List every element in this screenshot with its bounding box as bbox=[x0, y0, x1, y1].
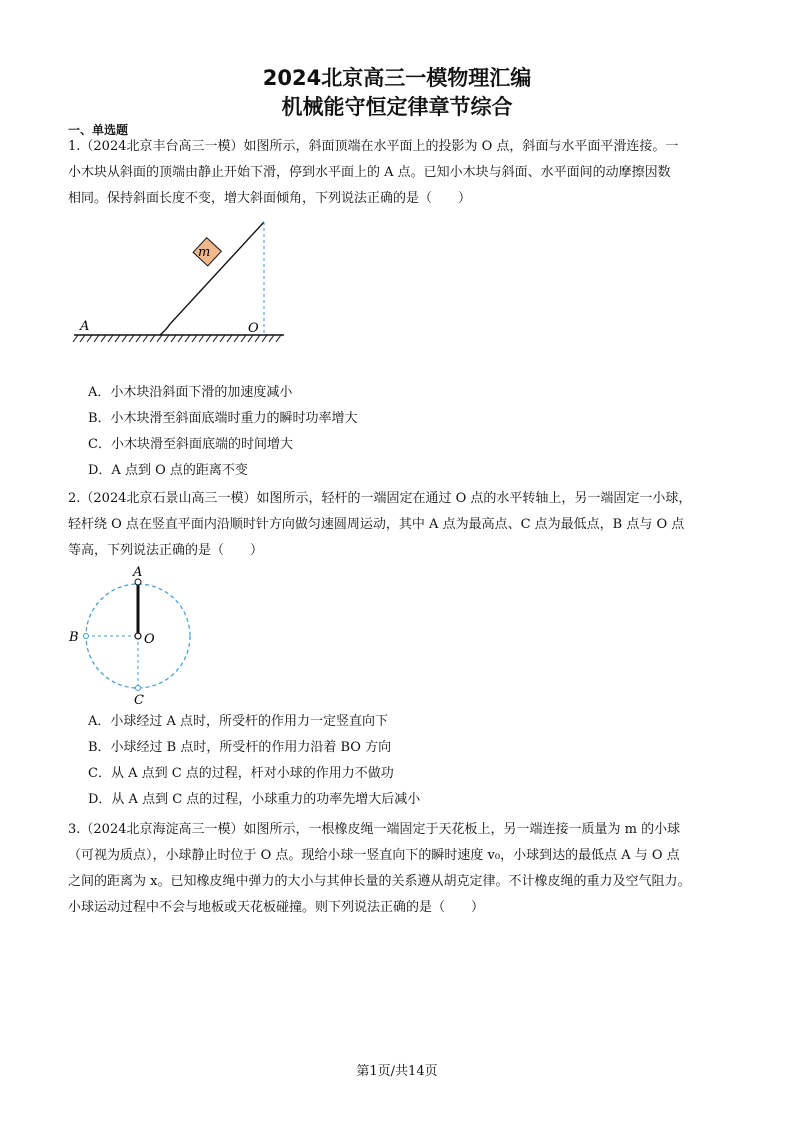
q2-option-a[interactable]: A．小球经过 A 点时，所受杆的作用力一定竖直向下 bbox=[88, 714, 389, 729]
q2-line-3: 等高，下列说法正确的是（ ） bbox=[68, 543, 264, 558]
q1-line-1: 1.（2024北京丰台高三一模）如图所示，斜面顶端在水平面上的投影为 O 点，斜面与水平面平滑连接。一 bbox=[68, 139, 679, 154]
page-footer: 第1页/共14页 bbox=[356, 1064, 438, 1079]
label-O: O bbox=[248, 321, 259, 336]
label-A: A bbox=[80, 319, 90, 334]
label-O: O bbox=[144, 632, 155, 647]
circle-motion-figure bbox=[66, 566, 206, 706]
point-B bbox=[84, 634, 89, 639]
label-m: m bbox=[198, 245, 211, 260]
incline-slope bbox=[160, 222, 264, 335]
incline-figure bbox=[70, 212, 300, 352]
q2-line-1: 2.（2024北京石景山高三一模）如图所示，轻杆的一端固定在通过 O 点的水平转轴上，另一端固定一小球， bbox=[68, 491, 692, 506]
q2-option-c[interactable]: C．从 A 点到 C 点的过程，杆对小球的作用力不做功 bbox=[88, 766, 394, 781]
q3-line-1: 3.（2024北京海淀高三一模）如图所示，一根橡皮绳一端固定于天花板上，另一端连接一质量为 m 的小球 bbox=[68, 822, 681, 837]
point-C bbox=[136, 686, 141, 691]
q1-option-b[interactable]: B．小木块滑至斜面底端时重力的瞬时功率增大 bbox=[88, 411, 358, 426]
q2-line-2: 轻杆绕 O 点在竖直平面内沿顺时针方向做匀速圆周运动，其中 A 点为最高点、C 点为最低点，B 点与 O 点 bbox=[68, 517, 685, 532]
label-B: B bbox=[69, 630, 79, 645]
q3-line-2: （可视为质点），小球静止时位于 O 点。现给小球一竖直向下的瞬时速度 v₀，小球到达的最低点 A 与 O 点 bbox=[68, 848, 680, 863]
pivot-O bbox=[135, 633, 141, 639]
page-subtitle: 机械能守恒定律章节综合 bbox=[281, 95, 513, 119]
page-title: 2024北京高三一模物理汇编 bbox=[262, 66, 532, 90]
q2-option-b[interactable]: B．小球经过 B 点时，所受杆的作用力沿着 BO 方向 bbox=[88, 740, 392, 755]
q1-line-2: 小木块从斜面的顶端由静止开始下滑，停到水平面上的 A 点。已知小木块与斜面、水平面间的动摩擦因数 bbox=[68, 165, 671, 180]
q1-option-a[interactable]: A．小木块沿斜面下滑的加速度减小 bbox=[88, 385, 293, 400]
section-heading: 一、单选题 bbox=[68, 123, 129, 137]
label-A: A bbox=[133, 565, 143, 580]
q3-line-3: 之间的距离为 x。已知橡皮绳中弹力的大小与其伸长量的关系遵从胡克定律。不计橡皮绳的重力及空气阻力。 bbox=[68, 874, 691, 889]
q1-line-3: 相同。保持斜面长度不变，增大斜面倾角，下列说法正确的是（ ） bbox=[68, 191, 472, 206]
q1-option-d[interactable]: D．A 点到 O 点的距离不变 bbox=[88, 463, 248, 478]
q2-option-d[interactable]: D．从 A 点到 C 点的过程，小球重力的功率先增大后减小 bbox=[88, 792, 421, 807]
label-C: C bbox=[134, 693, 144, 708]
q3-line-4: 小球运动过程中不会与地板或天花板碰撞。则下列说法正确的是（ ） bbox=[68, 900, 485, 915]
q1-option-c[interactable]: C．小木块滑至斜面底端的时间增大 bbox=[88, 437, 293, 452]
ground-hatching bbox=[73, 335, 281, 342]
